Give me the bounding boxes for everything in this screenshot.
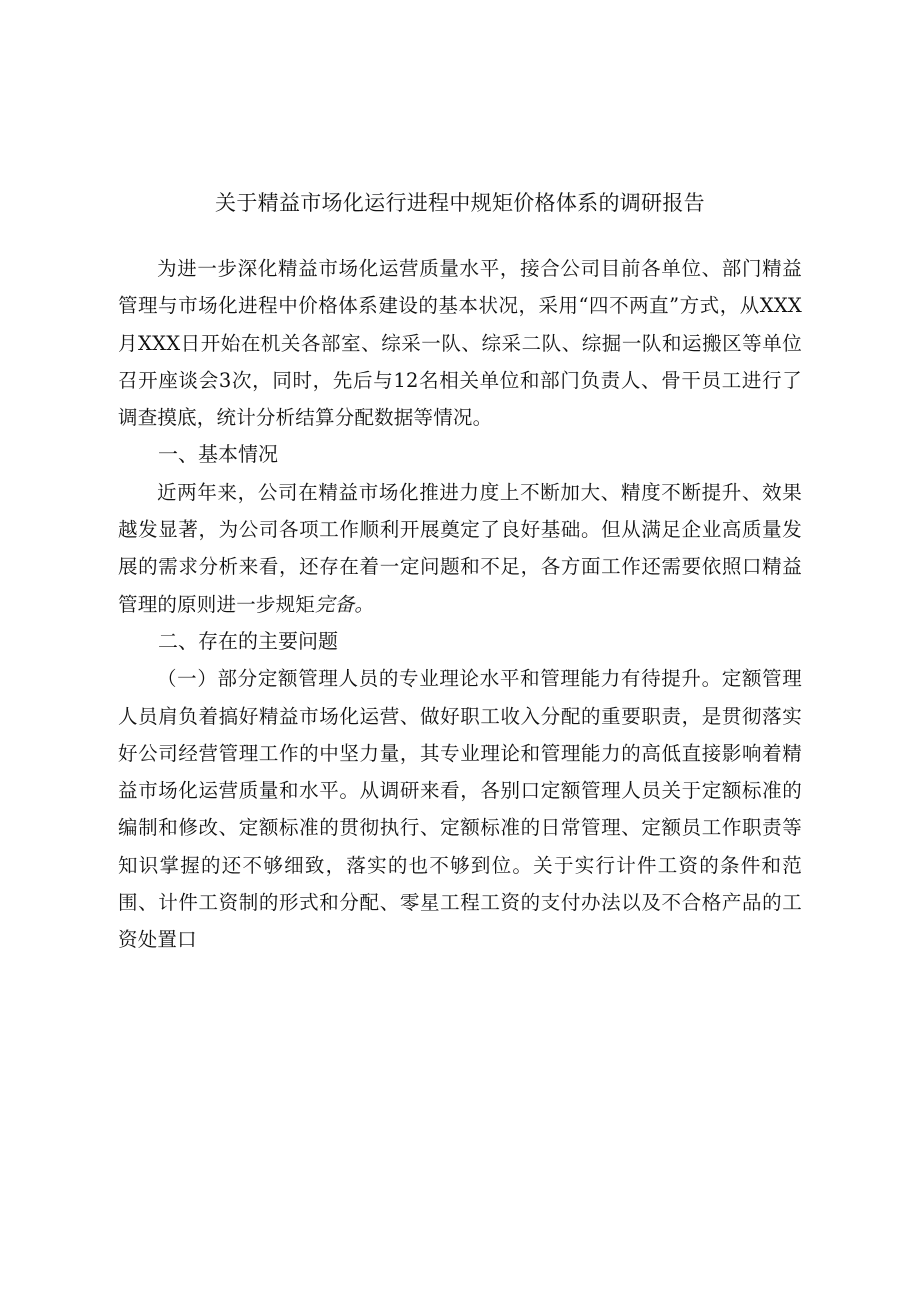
section-1-text: 近两年来，公司在精益市场化推进力度上不断加大、精度不断提升、效果越发显著，为公司各项工作顺利开展奠定了良好基础。但从满足企业高质量发展的需求分析来看，还存在着一定问题和不足，各方面工作还需要依照口精益管理的原则进一步规矩 (118, 480, 802, 616)
section-2-paragraph (118, 660, 802, 958)
document-body (118, 250, 802, 959)
subsection-1-text: 定额管理人员肩负着搞好精益市场化运营、做好职工收入分配的重要职责，是贯彻落实好公司经营管理工作的中坚力量，其专业理论和管理能力的高低直接影响着精益市场化运营质量和水平。从调研来看，各别口定额管理人员关于定额标准的编制和修改、定额标准的贯彻执行、定额标准的日常管理、定额员工作职责等知识掌握的还不够细致，落实的也不够到位。关于实行计件工资的条件和范围、计件工资制的形式和分配、零星工程工资的支付办法以及不合格产品的工资处置口 (118, 667, 802, 952)
section-2-heading: 二、存在的主要问题 (158, 628, 338, 653)
section-1-paragraph (118, 474, 802, 623)
section-1-text-tail: 完备。 (315, 592, 375, 616)
intro-paragraph: 为进一步深化精益市场化运营质量水平，接合公司目前各单位、部门精益管理与市场化进程中价格体系建设的基本状况，采用“四不两直”方式，从XXX月XXX日开始在机关各部室、综采一队、综采二队、综掘一队和运搬区等单位召开座谈会3次，同时，先后与12名相关单位和部门负责人、骨干员工进行了调查摸底，统计分析结算分配数据等情况。 (118, 257, 802, 430)
document-title: 关于精益市场化运行进程中规矩价格体系的调研报告 (215, 191, 705, 215)
subsection-1-lead: （一）部分定额管理人员的专业理论水平和管理能力有待提升。 (157, 667, 722, 691)
section-1-heading: 一、基本情况 (158, 442, 278, 467)
